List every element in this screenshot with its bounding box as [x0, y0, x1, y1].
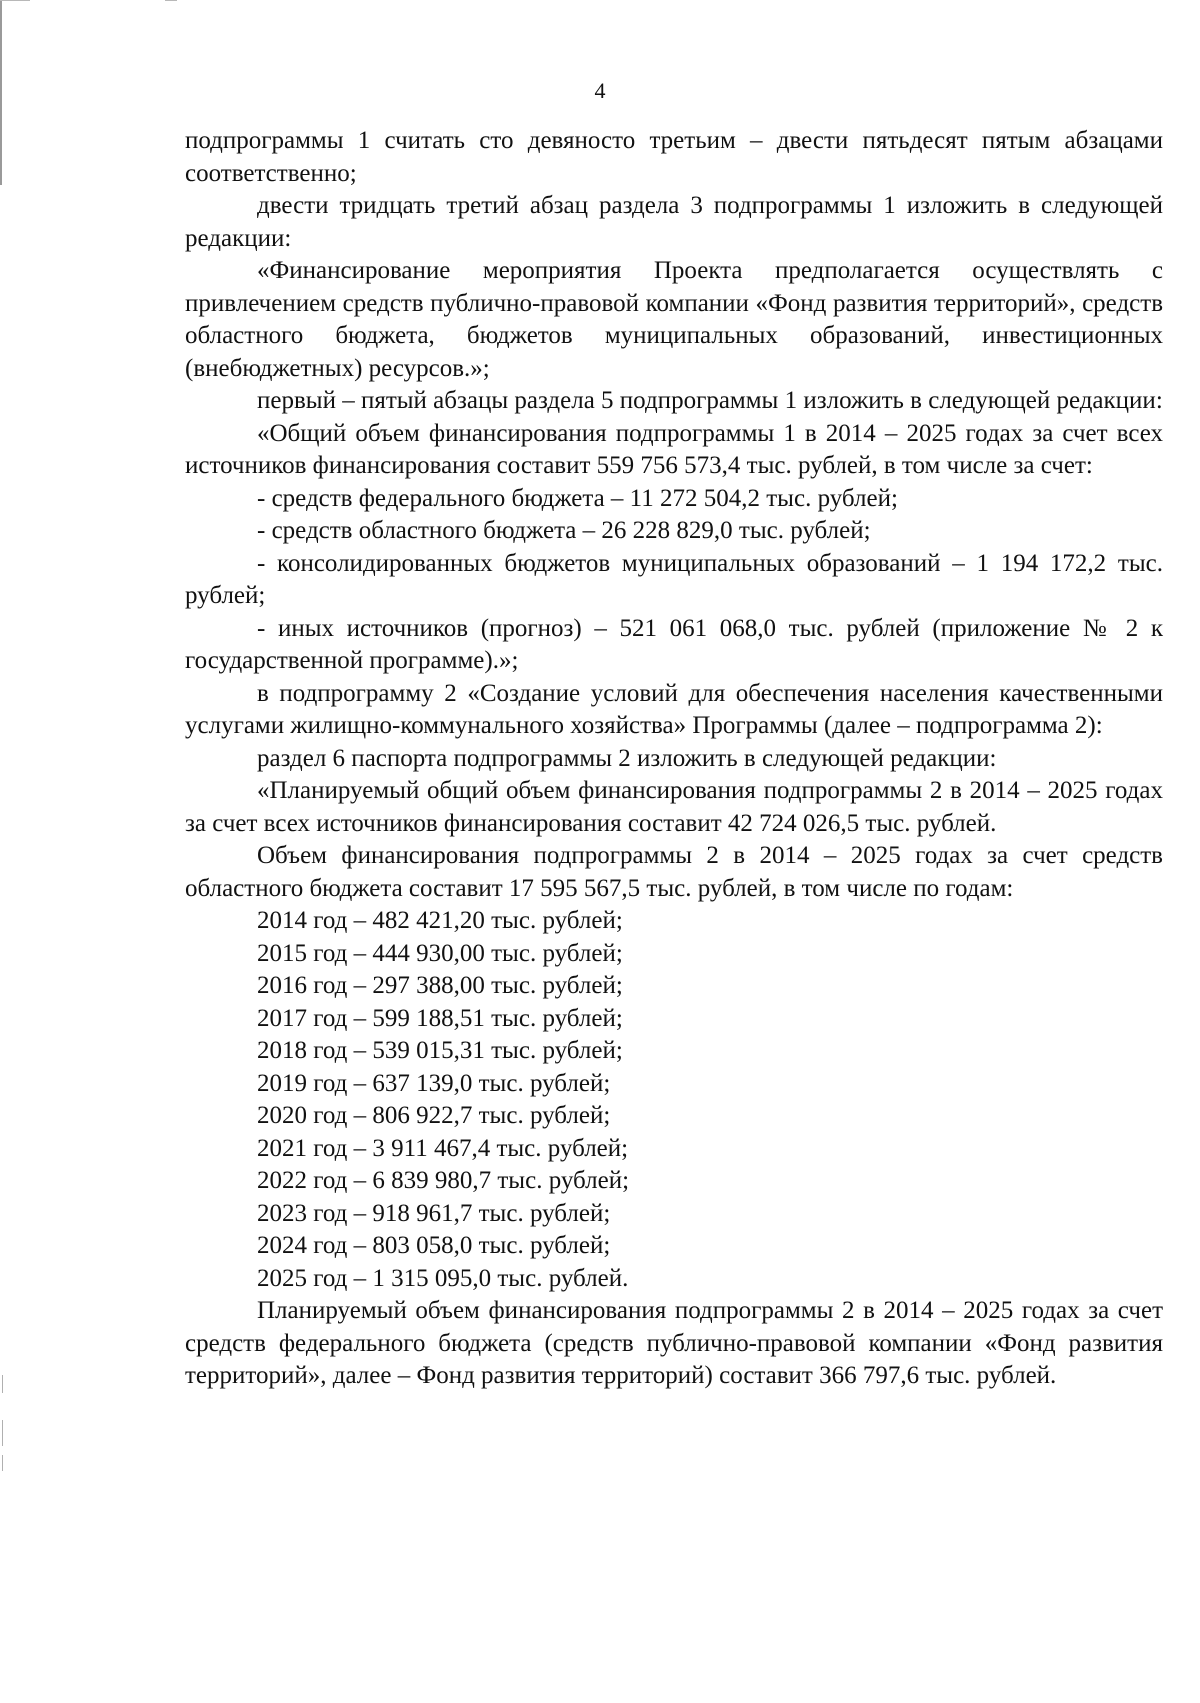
- year-funding-item: 2017 год – 599 188,51 тыс. рублей;: [257, 1004, 623, 1032]
- year-funding-item: 2023 год – 918 961,7 тыс. рублей;: [257, 1199, 611, 1227]
- paragraph-group: [185, 125, 1163, 905]
- year-funding-item: 2016 год – 297 388,00 тыс. рублей;: [257, 972, 623, 999]
- document-paragraph: - средств федерального бюджета – 11 272 504,2 тыс. рублей;: [257, 484, 898, 512]
- yearly-funding-list: [185, 905, 1163, 1295]
- scan-edge-tick: [165, 0, 177, 1]
- year-funding-item: 2019 год – 637 139,0 тыс. рублей;: [257, 1069, 611, 1097]
- year-funding-item: 2025 год – 1 315 095,0 тыс. рублей.: [257, 1264, 629, 1292]
- document-paragraph: двести тридцать третий абзац раздела 3 подпрограммы 1 изложить в следующей редакции:: [185, 192, 1163, 252]
- document-paragraph: Объем финансирования подпрограммы 2 в 2014 – 2025 годах за счет средств областного бюджета составит 17 595 567,5 тыс. рублей, в том числе по годам:: [185, 842, 1163, 902]
- scan-margin-mark: [2, 1375, 3, 1393]
- document-paragraph: «Общий объем финансирования подпрограммы 1 в 2014 – 2025 годах за счет всех источников финансирования составит 559 756 573,4 тыс. рублей, в том числе за счет:: [185, 419, 1163, 479]
- year-funding-item: 2018 год – 539 015,31 тыс. рублей;: [257, 1037, 623, 1064]
- year-funding-item: 2015 год – 444 930,00 тыс. рублей;: [257, 939, 623, 967]
- document-paragraph: - консолидированных бюджетов муниципальных образований – 1 194 172,2 тыс. рублей;: [185, 549, 1163, 609]
- document-paragraph: в подпрограмму 2 «Создание условий для обеспечения населения качественными услугами жилищно-коммунального хозяйства» Программы (далее – подпрограмма 2):: [185, 679, 1163, 739]
- document-paragraph: первый – пятый абзацы раздела 5 подпрограммы 1 изложить в следующей редакции:: [257, 387, 1163, 414]
- year-funding-item: 2021 год – 3 911 467,4 тыс. рублей;: [257, 1134, 629, 1162]
- document-paragraph: - средств областного бюджета – 26 228 829,0 тыс. рублей;: [257, 517, 871, 544]
- scan-margin-mark: [2, 1420, 3, 1446]
- document-body: [185, 125, 1163, 1393]
- year-funding-item: 2014 год – 482 421,20 тыс. рублей;: [257, 907, 623, 934]
- year-funding-item: 2024 год – 803 058,0 тыс. рублей;: [257, 1232, 611, 1259]
- document-paragraph: раздел 6 паспорта подпрограммы 2 изложить в следующей редакции:: [257, 744, 997, 772]
- page-number: 4: [594, 78, 606, 103]
- document-paragraph: «Финансирование мероприятия Проекта предполагается осуществлять с привлечением средств публично-правовой компании «Фонд развития территорий», средств областного бюджета, бюджетов муниципальных образований, инвестиционных (внебюджетных) ресурсов.»;: [185, 257, 1163, 382]
- scan-margin-mark: [2, 1455, 3, 1471]
- year-funding-item: 2022 год – 6 839 980,7 тыс. рублей;: [257, 1167, 630, 1194]
- year-funding-item: 2020 год – 806 922,7 тыс. рублей;: [257, 1102, 611, 1129]
- scan-edge-tick: [0, 0, 30, 1]
- closing-paragraph: Планируемый объем финансирования подпрограммы 2 в 2014 – 2025 годах за счет средств федерального бюджета (средств публично-правовой компании «Фонд развития территорий», далее – Фонд развития территорий) составит 366 797,6 тыс. рублей.: [185, 1297, 1163, 1389]
- document-paragraph: «Планируемый общий объем финансирования подпрограммы 2 в 2014 – 2025 годах за счет всех источников финансирования составит 42 724 026,5 тыс. рублей.: [185, 777, 1163, 837]
- document-paragraph: подпрограммы 1 считать сто девяносто третьим – двести пятьдесят пятым абзацами соответственно;: [185, 127, 1163, 187]
- document-paragraph: - иных источников (прогноз) – 521 061 068,0 тыс. рублей (приложение № 2 к государственной программе).»;: [185, 614, 1163, 674]
